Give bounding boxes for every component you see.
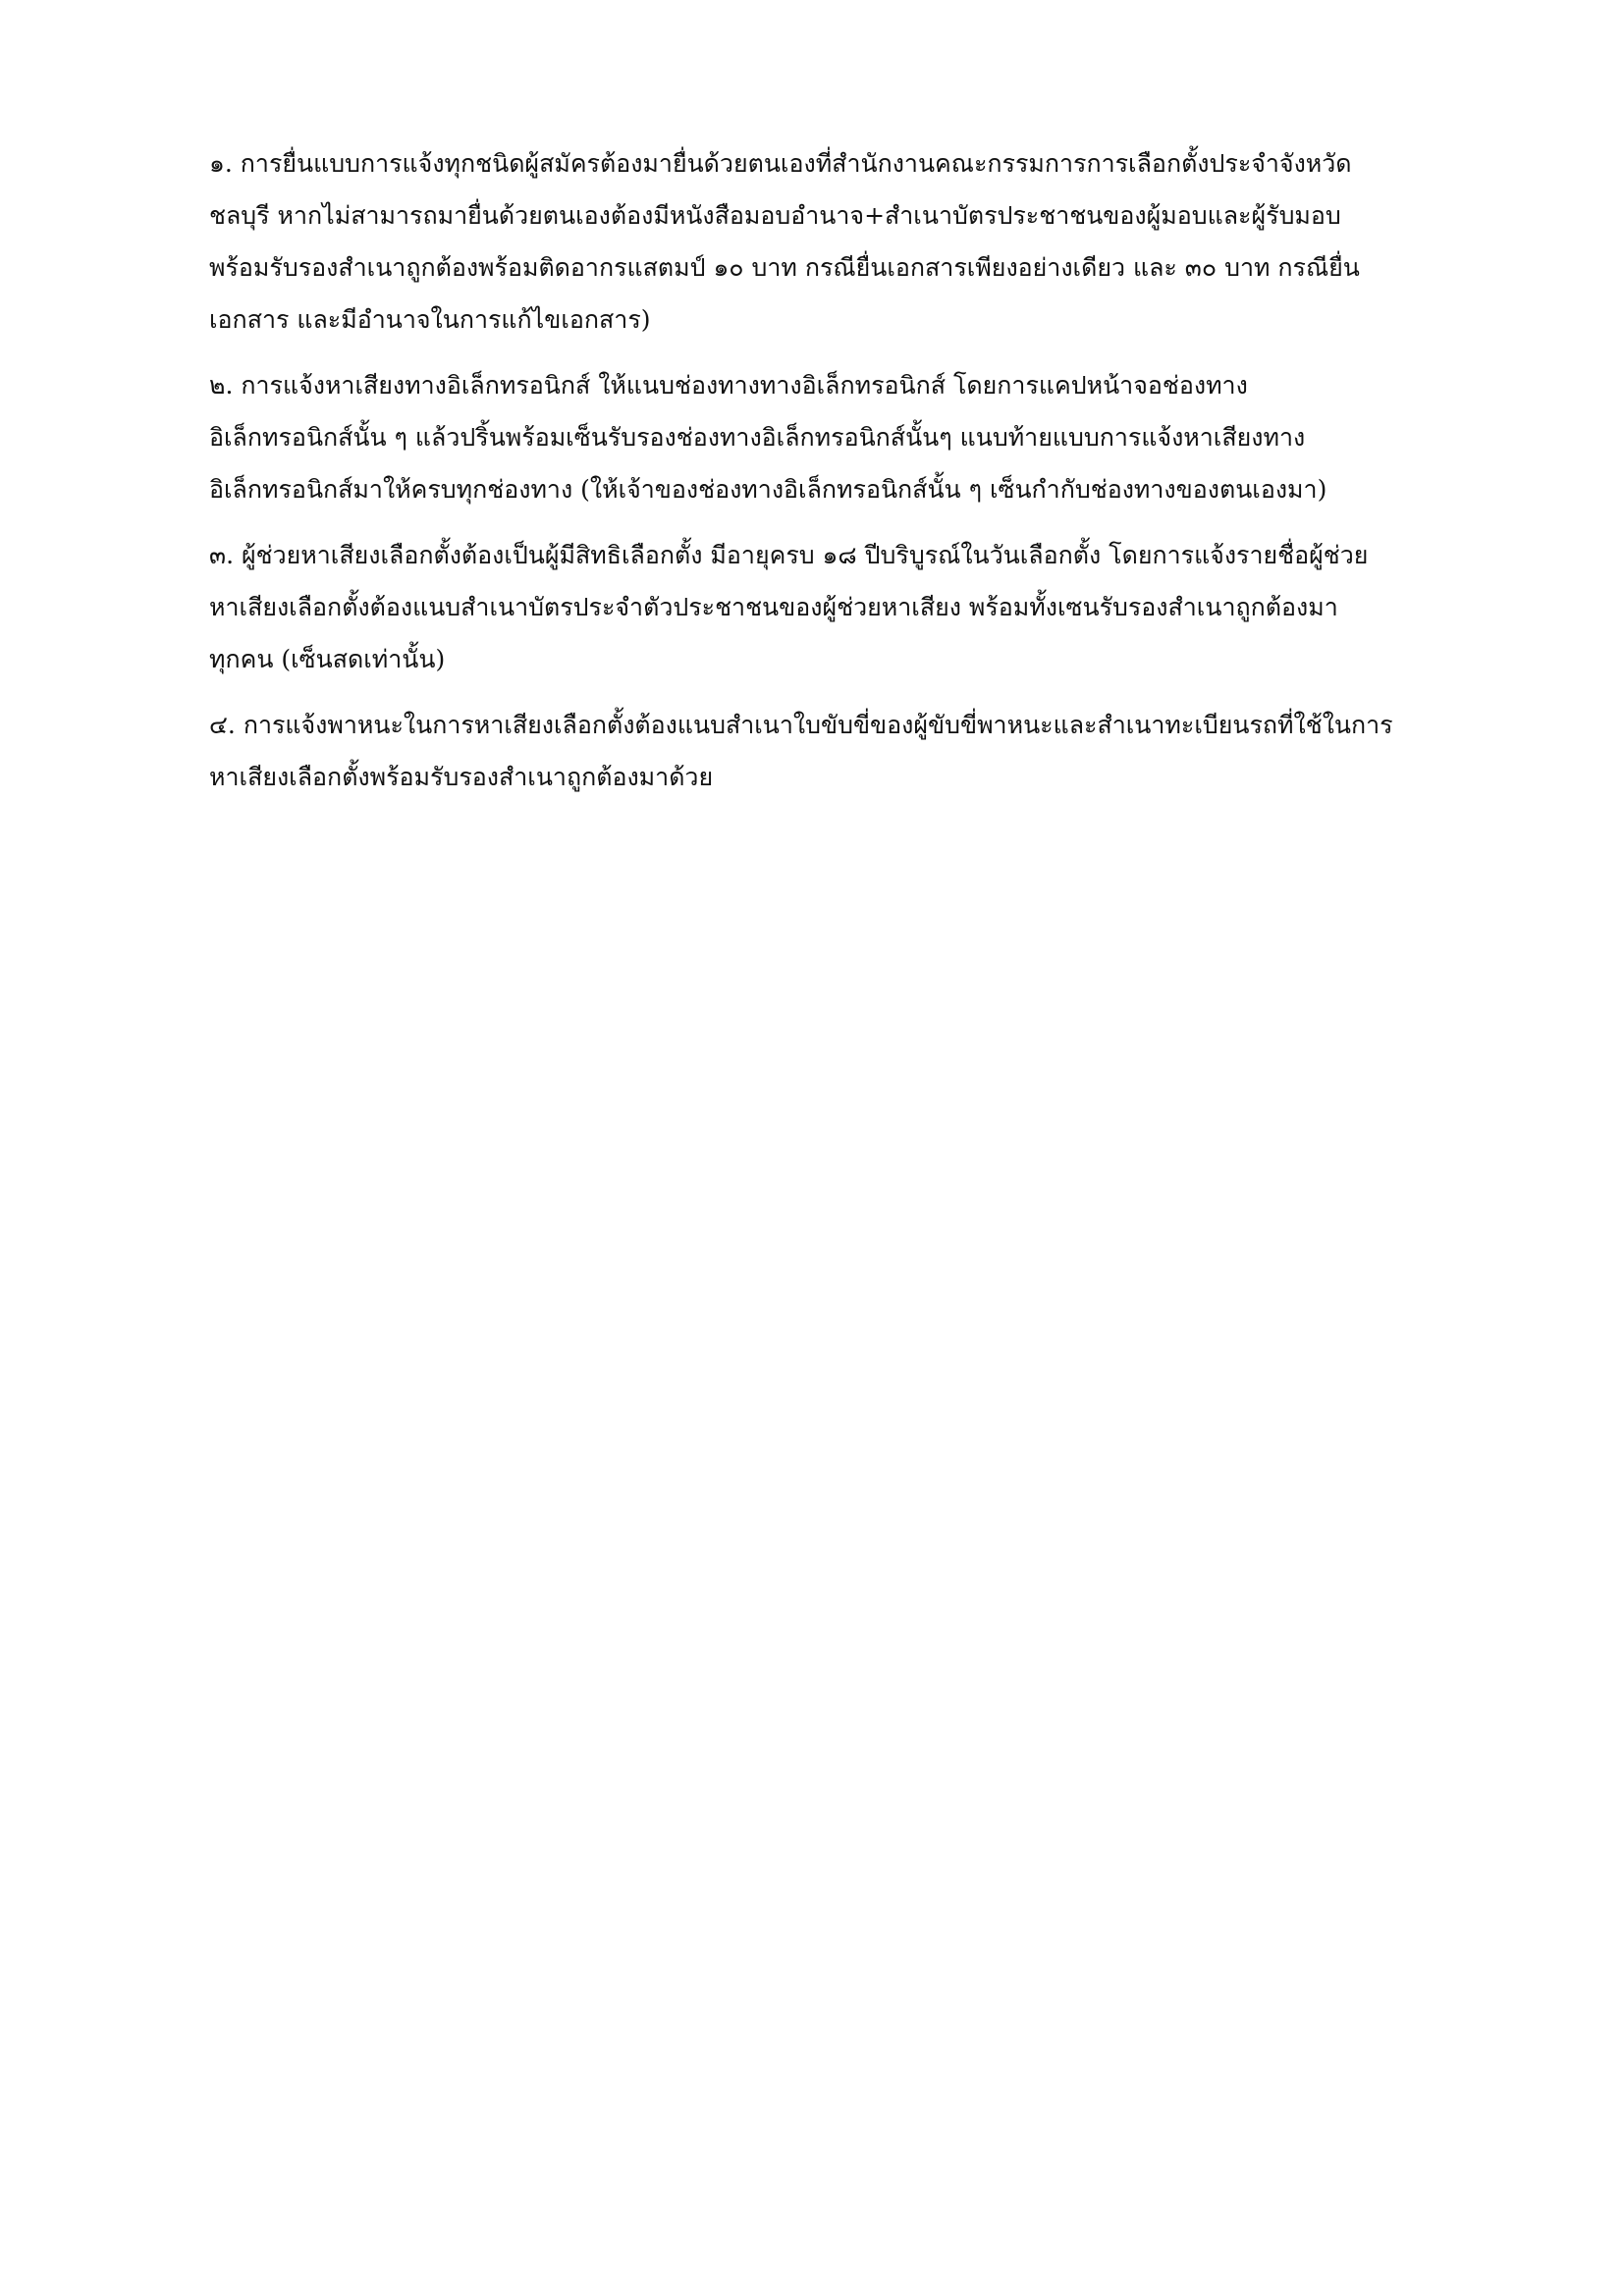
paragraph-line: พร้อมรับรองสำเนาถูกต้องพร้อมติดอากรแสตมป์ ๑๐ บาท กรณียื่นเอกสารเพียงอย่างเดียว และ ๓๐ บาท กรณียื่น bbox=[209, 253, 1360, 282]
paragraph-line: ๑. การยื่นแบบการแจ้งทุกชนิดผู้สมัครต้องมายื่นด้วยตนเองที่สำนักงานคณะกรรมการการเลือกตั้งประจำจังหวัด bbox=[209, 149, 1352, 178]
paragraph-line: อิเล็กทรอนิกส์มาให้ครบทุกช่องทาง (ให้เจ้าของช่องทางอิเล็กทรอนิกส์นั้น ๆ เซ็นกำกับช่องทางของตนเองมา) bbox=[209, 475, 1327, 504]
paragraph-line: ๓. ผู้ช่วยหาเสียงเลือกตั้งต้องเป็นผู้มีสิทธิเลือกตั้ง มีอายุครบ ๑๘ ปีบริบูรณ์ในวันเลือกตั้ง โดยการแจ้งรายชื่อผู้ช่วย bbox=[209, 541, 1369, 569]
list-item-2 bbox=[209, 359, 1495, 515]
document-body bbox=[209, 137, 1495, 817]
list-item-1 bbox=[209, 137, 1495, 346]
list-item-4 bbox=[209, 699, 1495, 803]
paragraph-line: ๔. การแจ้งพาหนะในการหาเสียงเลือกตั้งต้องแนบสำเนาใบขับขี่ของผู้ขับขี่พาหนะและสำเนาทะเบียนรถที่ใช้ในการ bbox=[209, 711, 1393, 739]
paragraph-line: อิเล็กทรอนิกส์นั้น ๆ แล้วปริ้นพร้อมเซ็นรับรองช่องทางอิเล็กทรอนิกส์นั้นๆ แนบท้ายแบบการแจ้งหาเสียงทาง bbox=[209, 423, 1306, 452]
list-item-3 bbox=[209, 529, 1495, 685]
paragraph-line: ชลบุรี หากไม่สามารถมายื่นด้วยตนเองต้องมีหนังสือมอบอำนาจ+สำเนาบัตรประชาชนของผู้มอบและผู้รับมอบ bbox=[209, 201, 1341, 230]
paragraph-line: หาเสียงเลือกตั้งต้องแนบสำเนาบัตรประจำตัวประชาชนของผู้ช่วยหาเสียง พร้อมทั้งเซนรับรองสำเนาถูกต้องมา bbox=[209, 593, 1338, 621]
paragraph-line: หาเสียงเลือกตั้งพร้อมรับรองสำเนาถูกต้องมาด้วย bbox=[209, 763, 714, 791]
paragraph-line: ๒. การแจ้งหาเสียงทางอิเล็กทรอนิกส์ ให้แนบช่องทางทางอิเล็กทรอนิกส์ โดยการแคปหน้าจอช่องทาง bbox=[209, 371, 1248, 400]
paragraph-line: เอกสาร และมีอำนาจในการแก้ไขเอกสาร) bbox=[209, 305, 651, 334]
paragraph-line: ทุกคน (เซ็นสดเท่านั้น) bbox=[209, 645, 446, 673]
